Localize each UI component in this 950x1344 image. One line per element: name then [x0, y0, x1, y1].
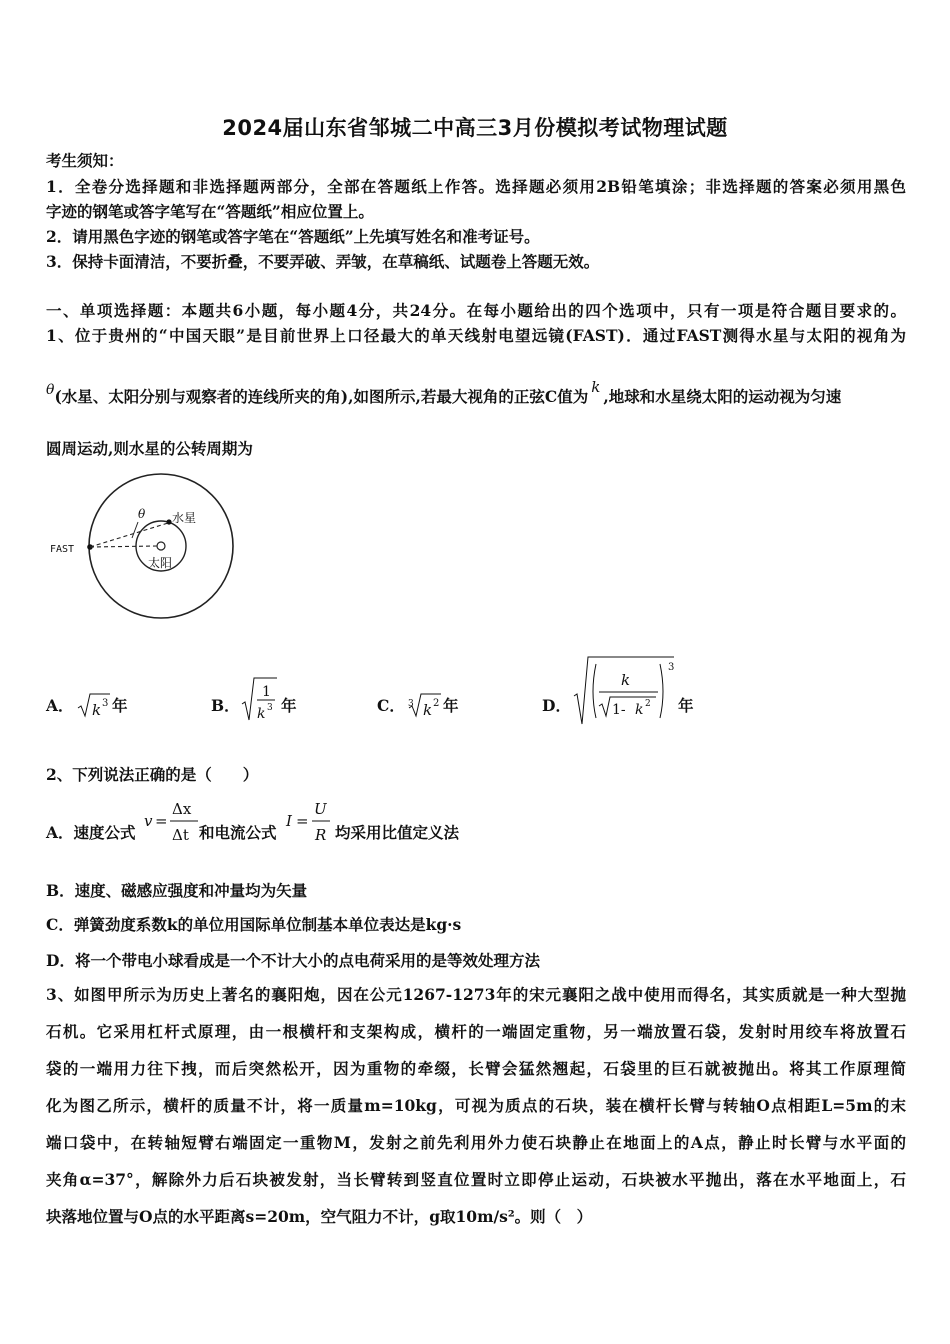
q1-d-num: k	[621, 671, 631, 689]
q1-option-c-formula	[406, 688, 442, 720]
q1-b-k: k	[257, 706, 266, 722]
q1-line-2a: (水星、太阳分别与观察者的连线所夹的角),如图所示,若最大视角的正弦C值为	[54, 387, 589, 406]
orbit-figure	[44, 470, 234, 620]
q2-option-c: C．弹簧劲度系数k的单位用国际单位制基本单位表达是kg·s	[46, 915, 462, 934]
q3-line-2: 石机。它采用杠杆式原理，由一根横杆和支架构成，横杆的一端固定重物，另一端放置石袋，发射时用绞车将放置石	[46, 1022, 906, 1041]
q2-eq-1: =	[155, 812, 168, 830]
q1-theta: θ	[46, 382, 55, 398]
sun-circle	[157, 542, 165, 550]
q1-option-c-unit: 年	[443, 696, 459, 715]
q2-R: R	[315, 826, 327, 844]
notice-item-1: 1．全卷分选择题和非选择题两部分，全部在答题纸上作答。选择题必须用2B铅笔填涂；非选择题的答案必须用黑色	[46, 177, 906, 196]
q1-a-k: k	[92, 701, 102, 719]
mercury-label: 水星	[172, 511, 197, 525]
q1-b-exp: 3	[267, 703, 273, 713]
notice-item-3: 3．保持卡面清洁，不要折叠，不要弄破、弄皱，在草稿纸、试题卷上答题无效。	[46, 252, 600, 271]
q2-option-a-pre: A．速度公式	[46, 823, 136, 842]
notice-item-1-cont: 字迹的钢笔或答字笔写在“答题纸”相应位置上。	[46, 202, 374, 221]
q1-option-d-unit: 年	[678, 696, 694, 715]
q2-option-b: B．速度、磁感应强度和冲量均为矢量	[46, 881, 308, 900]
q1-option-a-label: A．	[46, 696, 74, 715]
q1-option-a-formula	[76, 686, 110, 720]
sun-label: 太阳	[148, 556, 173, 570]
theta-label: θ	[138, 507, 146, 521]
q1-k: k	[591, 378, 601, 396]
q2-stem: 2、下列说法正确的是（ ）	[46, 765, 259, 784]
q1-c-k: k	[423, 701, 433, 719]
notice-heading: 考生须知：	[46, 151, 124, 170]
q2-option-a-mid: 和电流公式	[199, 823, 277, 842]
q1-line-2	[46, 378, 906, 409]
q1-option-b-unit: 年	[281, 696, 297, 715]
theta-leader	[132, 522, 138, 538]
sightline-to-mercury	[90, 523, 168, 547]
q1-option-b-formula	[240, 674, 278, 724]
q2-velocity-formula	[143, 798, 199, 846]
q1-option-d-label: D．	[542, 696, 571, 715]
q1-d-den-k: k	[635, 702, 644, 718]
q1-line-2b: ,地球和水星绕太阳的运动视为匀速	[603, 387, 842, 406]
q2-option-a-post: 均采用比值定义法	[335, 823, 460, 842]
q3-line-1: 3、如图甲所示为历史上著名的襄阳炮，因在公元1267-1273年的宋元襄阳之战中使用而得名，其实质就是一种大型抛	[46, 985, 906, 1004]
q3-line-5: 端口袋中，在转轴短臂右端固定一重物M，发射之前先利用外力使石块静止在地面上的A点，静止时长臂与水平面的	[46, 1133, 906, 1152]
q1-option-a-unit: 年	[112, 696, 128, 715]
q2-option-d: D．将一个带电小球看成是一个不计大小的点电荷采用的是等效处理方法	[46, 951, 540, 970]
q1-option-b-label: B．	[211, 696, 240, 715]
q2-eq-2: =	[296, 812, 309, 830]
notice-item-2: 2．请用黑色字迹的钢笔或答字笔在“答题纸”上先填写姓名和准考证号。	[46, 227, 540, 246]
fast-label: FAST	[50, 544, 75, 555]
q1-option-c-label: C．	[377, 696, 405, 715]
q3-line-6: 夹角α=37°，解除外力后石块被发射，当长臂转到竖直位置时立即停止运动，石块被水平抛出，落在水平地面上，石	[46, 1170, 906, 1189]
q1-c-exp: 2	[433, 698, 440, 709]
q3-line-3: 袋的一端用力往下拽，而后突然松开，因为重物的牵缀，长臂会猛然翘起，石袋里的巨石就被抛出。将其工作原理简	[46, 1059, 906, 1078]
q1-c-idx: 3	[408, 699, 414, 709]
q1-line-1: 1、位于贵州的“中国天眼”是目前世界上口径最大的单天线射电望远镜(FAST)．通过FAST测得水星与太阳的视角为	[46, 326, 906, 345]
q1-d-den-exp: 2	[645, 699, 651, 709]
q2-dt: Δt	[172, 826, 189, 844]
q2-I: I	[286, 812, 292, 830]
page-title: 2024届山东省邹城二中高三3月份模拟考试物理试题	[222, 116, 728, 140]
q1-option-d-formula	[572, 654, 676, 726]
q2-U: U	[314, 800, 327, 818]
q1-d-exp: 3	[668, 662, 675, 673]
q2-v: v	[144, 812, 153, 830]
q1-d-den-one: 1-	[612, 702, 626, 718]
sightline-to-sun	[90, 546, 157, 547]
q3-line-4: 化为图乙所示，横杆的质量不计，将一质量m=10kg，可视为质点的石块，装在横杆长臂与转轴O点相距L=5m的末	[46, 1096, 906, 1115]
q1-b-num: 1	[262, 684, 271, 700]
q1-line-3: 圆周运动,则水星的公转周期为	[46, 439, 253, 458]
q2-current-formula	[285, 798, 333, 846]
earth-orbit	[89, 474, 233, 618]
q1-a-exp: 3	[102, 698, 109, 709]
q2-dx: Δx	[172, 800, 192, 818]
section-heading: 一、单项选择题：本题共6小题，每小题4分，共24分。在每小题给出的四个选项中，只有一项是符合题目要求的。	[46, 301, 906, 320]
q3-line-7: 块落地位置与O点的水平距离s=20m，空气阻力不计，g取10m/s²。则（ ）	[46, 1207, 593, 1226]
